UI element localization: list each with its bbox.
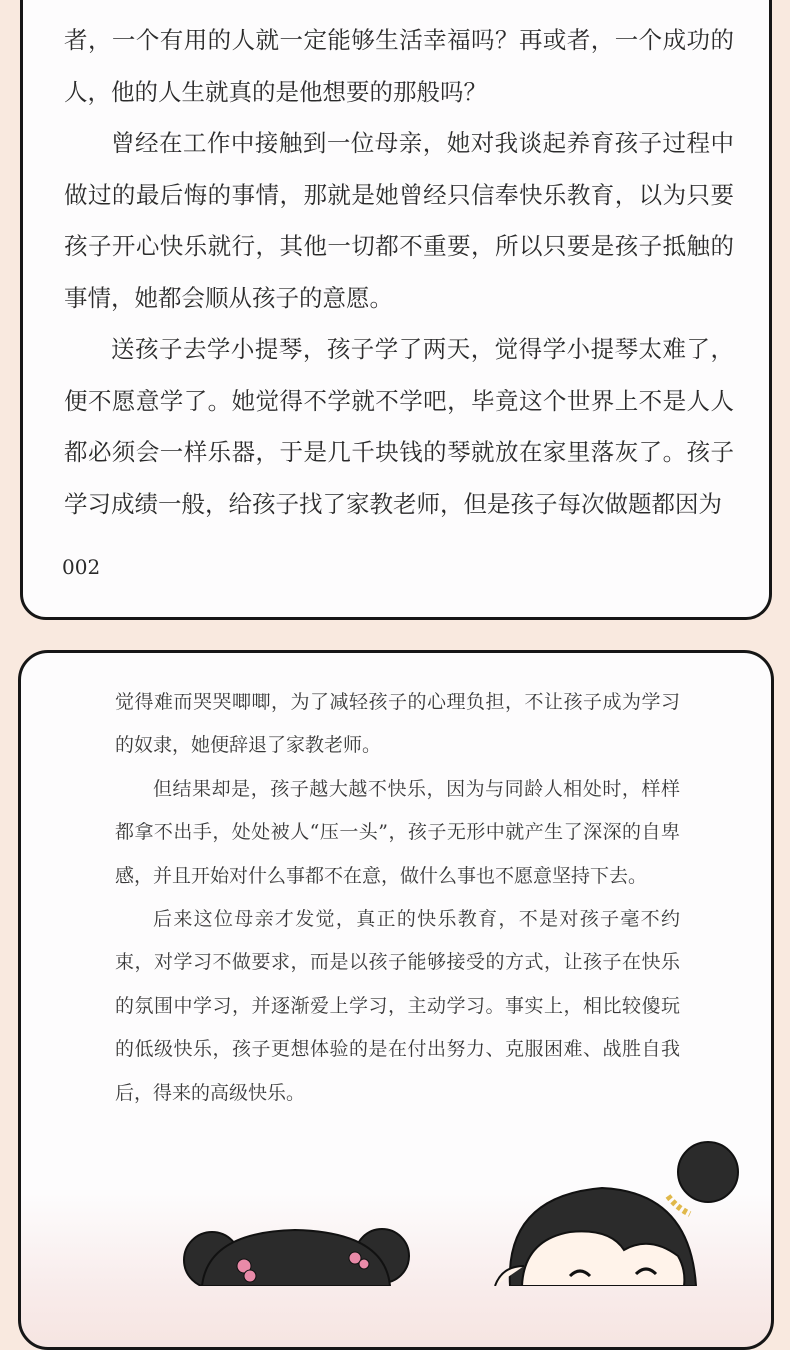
book-page-top: [20, 0, 772, 620]
girl-character: [184, 1229, 409, 1286]
child-with-bun-character: [495, 1142, 738, 1286]
paragraph: 后来这位母亲才发觉，真正的快乐教育，不是对孩子毫不约束，对学习不做要求，而是以孩子能够接受的方式，让孩子在快乐的氛围中学习，并逐渐爱上学习，主动学习。事实上，相比较傻玩的低级快乐，孩子更想体验的是在付出努力、克服困难、战胜自我后，得来的高级快乐。: [115, 908, 680, 1104]
page-text-bottom: [115, 681, 680, 1115]
paragraph: 但结果却是，孩子越大越不快乐，因为与同龄人相处时，样样都拿不出手，处处被人“压一头”，孩子无形中就产生了深深的自卑感，并且开始对什么事都不在意，做什么事也不愿意坚持下去。: [115, 777, 680, 887]
paragraph: 觉得难而哭哭唧唧，为了减轻孩子的心理负担，不让孩子成为学习的奴隶，她便辞退了家教老师。: [115, 691, 680, 757]
cartoon-illustration: [150, 1140, 760, 1286]
paragraph: 曾经在工作中接触到一位母亲，她对我谈起养育孩子过程中做过的最后悔的事情，那就是她曾经只信奉快乐教育，以为只要孩子开心快乐就行，其他一切都不重要，所以只要是孩子抵触的事情，她都会顺从孩子的意愿。: [64, 129, 734, 312]
page-number: 002: [62, 555, 101, 579]
page-text-top: [64, 15, 734, 530]
paragraph: 送孩子去学小提琴，孩子学了两天，觉得学小提琴太难了，便不愿意学了。她觉得不学就不学吧，毕竟这个世界上不是人人都必须会一样乐器，于是几千块钱的琴就放在家里落灰了。孩子学习成绩一般，给孩子找了家教老师，但是孩子每次做题都因为: [64, 335, 734, 518]
paragraph: 者，一个有用的人就一定能够生活幸福吗？再或者，一个成功的人，他的人生就真的是他想要的那般吗？: [64, 26, 734, 106]
